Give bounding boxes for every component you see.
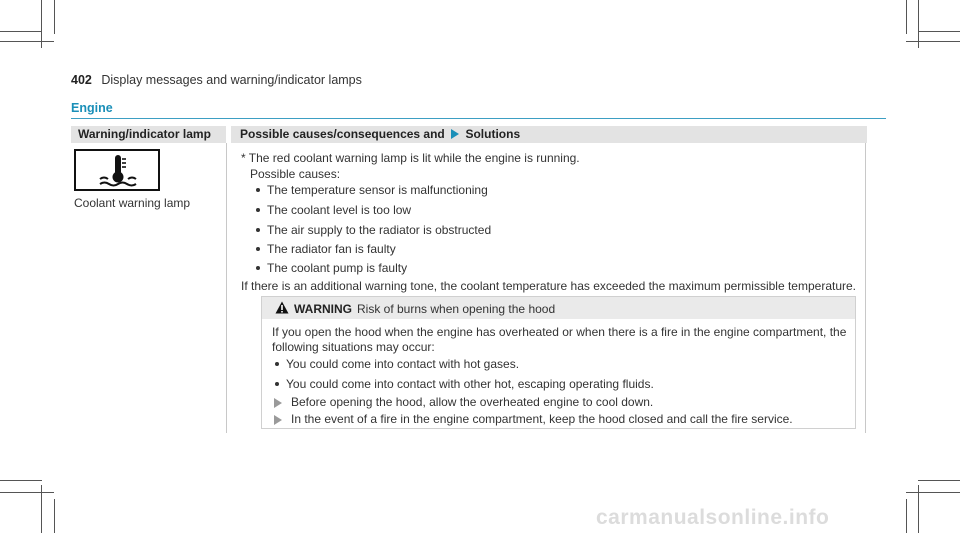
watermark: carmanualsonline.info bbox=[596, 506, 830, 529]
crop-mark bbox=[0, 480, 42, 481]
warning-step: In the event of a fire in the engine compartment, keep the hood closed and call the fire service. bbox=[291, 412, 793, 426]
arrow-right-icon bbox=[451, 129, 459, 139]
warning-item: You could come into contact with hot gases. bbox=[286, 357, 520, 371]
column-header-causes bbox=[231, 126, 867, 143]
bullet bbox=[256, 188, 260, 192]
bullet bbox=[256, 266, 260, 270]
crop-mark bbox=[0, 492, 54, 493]
warning-step: Before opening the hood, allow the overheated engine to cool down. bbox=[291, 395, 654, 409]
crop-mark bbox=[918, 480, 960, 481]
page-title: Display messages and warning/indicator lamps bbox=[101, 73, 362, 87]
crop-mark bbox=[0, 31, 42, 32]
column-header-lamp: Warning/indicator lamp bbox=[71, 126, 226, 143]
crop-mark bbox=[906, 0, 907, 34]
lamp-caption: Coolant warning lamp bbox=[74, 196, 191, 210]
column-header-solutions-text: Solutions bbox=[465, 127, 521, 141]
crop-mark bbox=[918, 31, 960, 32]
warning-title: WARNING bbox=[294, 302, 352, 316]
crop-mark bbox=[906, 41, 960, 42]
crop-mark bbox=[54, 499, 55, 533]
page-number: 402 bbox=[71, 73, 92, 87]
cause-item: The coolant pump is faulty bbox=[267, 261, 408, 275]
column-header-causes-text: Possible causes/consequences and bbox=[240, 127, 445, 141]
causes-label: Possible causes: bbox=[250, 167, 341, 181]
cause-item: The air supply to the radiator is obstructed bbox=[267, 223, 492, 237]
cause-item: The temperature sensor is malfunctioning bbox=[267, 183, 488, 197]
step-arrow-icon bbox=[274, 398, 282, 408]
cause-item: The radiator fan is faulty bbox=[267, 242, 396, 256]
warning-body: If you open the hood when the engine has overheated or when there is a fire in the engine compartment, the bbox=[272, 325, 847, 339]
section-title: Engine bbox=[71, 101, 113, 115]
page-header bbox=[71, 73, 362, 87]
column-divider bbox=[226, 143, 227, 433]
intro-text: * The red coolant warning lamp is lit while the engine is running. bbox=[241, 151, 580, 165]
bullet bbox=[256, 208, 260, 212]
crop-mark bbox=[906, 499, 907, 533]
crop-mark bbox=[54, 0, 55, 34]
bullet bbox=[256, 228, 260, 232]
cause-item: The coolant level is too low bbox=[267, 203, 412, 217]
warning-icon bbox=[275, 301, 289, 314]
bullet bbox=[256, 247, 260, 251]
warning-item: You could come into contact with other hot, escaping operating fluids. bbox=[286, 377, 654, 391]
section-rule bbox=[71, 118, 886, 119]
crop-mark bbox=[906, 492, 960, 493]
bullet bbox=[275, 362, 279, 366]
step-arrow-icon bbox=[274, 415, 282, 425]
warning-body: following situations may occur: bbox=[272, 340, 435, 354]
crop-mark bbox=[0, 41, 54, 42]
warning-subtitle: Risk of burns when opening the hood bbox=[357, 302, 556, 316]
additional-text: If there is an additional warning tone, the coolant temperature has exceeded the maximum permissible temperature. bbox=[241, 279, 856, 293]
column-divider bbox=[865, 143, 866, 433]
coolant-temperature-icon bbox=[74, 149, 160, 191]
bullet bbox=[275, 382, 279, 386]
